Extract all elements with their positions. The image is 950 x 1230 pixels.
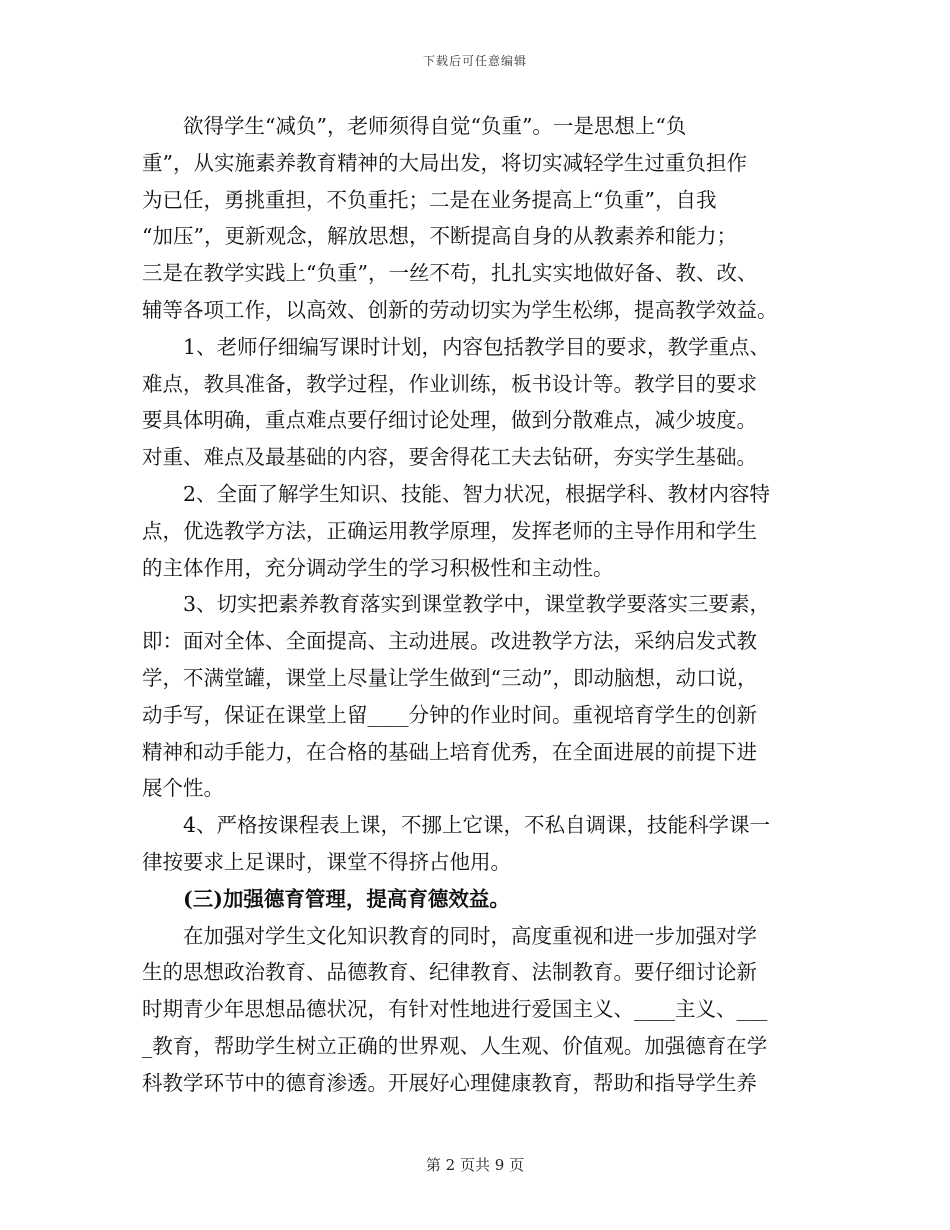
page-footer: 第 2 页共 9 页 [425,1156,525,1174]
text-line: 对重、难点及最基础的内容，要舍得花工夫去钻研，夯实学生基础。 [142,445,757,470]
text-line: 学，不满堂罐，课堂上尽量让学生做到“三动”，即动脑想，动口说， [142,665,758,690]
text-line: 1、老师仔细编写课时计划，内容包括教学目的要求，教学重点、 [183,334,771,359]
text-line: 即：面对全体、全面提高、主动进展。改进教学方法，采纳启发式教 [142,629,757,654]
text-line: 生的思想政治教育、品德教育、纪律教育、法制教育。要仔细讨论新 [142,960,757,985]
text-line: 精神和动手能力，在合格的基础上培育优秀，在全面进展的前提下进 [142,739,757,764]
text-line: 三是在教学实践上“负重”，一丝不苟，扎扎实实地做好备、教、改、 [142,261,758,286]
text-line: 点，优选教学方法，正确运用教学原理，发挥老师的主导作用和学生 [142,518,757,543]
text-line: 2、全面了解学生知识、技能、智力状况，根据学科、教材内容特 [183,481,771,506]
text-line: 为已任，勇挑重担，不负重托；二是在业务提高上“负重”，自我 [142,187,717,212]
section-heading: (三)加强德育管理，提高育德效益。 [183,886,510,911]
text-line: 在加强对学生文化知识教育的同时，高度重视和进一步加强对学 [183,923,757,948]
header-note: 下载后可任意编辑 [422,54,527,68]
text-line: 难点，教具准备，教学过程，作业训练，板书设计等。教学目的要求 [142,371,757,396]
text-line: 动手写，保证在课堂上留____分钟的作业时间。重视培育学生的创新 [142,702,757,727]
text-line: 4、严格按课程表上课，不挪上它课，不私自调课，技能科学课一 [183,813,771,838]
text-line: _教育，帮助学生树立正确的世界观、人生观、价值观。加强德育在学 [142,1033,768,1058]
text-line: 辅等各项工作，以高效、创新的劳动切实为学生松绑，提高教学效益。 [142,297,778,322]
text-line: 欲得学生“减负”，老师须得自觉“负重”。一是思想上“负 [183,114,687,138]
text-line: 时期青少年思想品德状况，有针对性地进行爱国主义、____主义、___ [142,997,768,1022]
text-line: 展个性。 [142,776,224,801]
text-line: 重”，从实施素养教育精神的大局出发，将切实减轻学生过重负担作 [142,150,747,175]
text-line: “加压”，更新观念，解放思想，不断提高自身的从教素养和能力； [142,224,737,249]
text-line: 科教学环节中的德育渗透。开展好心理健康教育，帮助和指导学生养 [142,1070,757,1095]
text-line: 要具体明确，重点难点要仔细讨论处理，做到分散难点，减少坡度。 [142,408,757,433]
text-line: 律按要求上足课时，课堂不得挤占他用。 [142,849,511,874]
document-body [142,108,812,1102]
text-line: 3、切实把素养教育落实到课堂教学中，课堂教学要落实三要素， [183,592,771,617]
text-line: 的主体作用，充分调动学生的学习积极性和主动性。 [142,555,614,580]
